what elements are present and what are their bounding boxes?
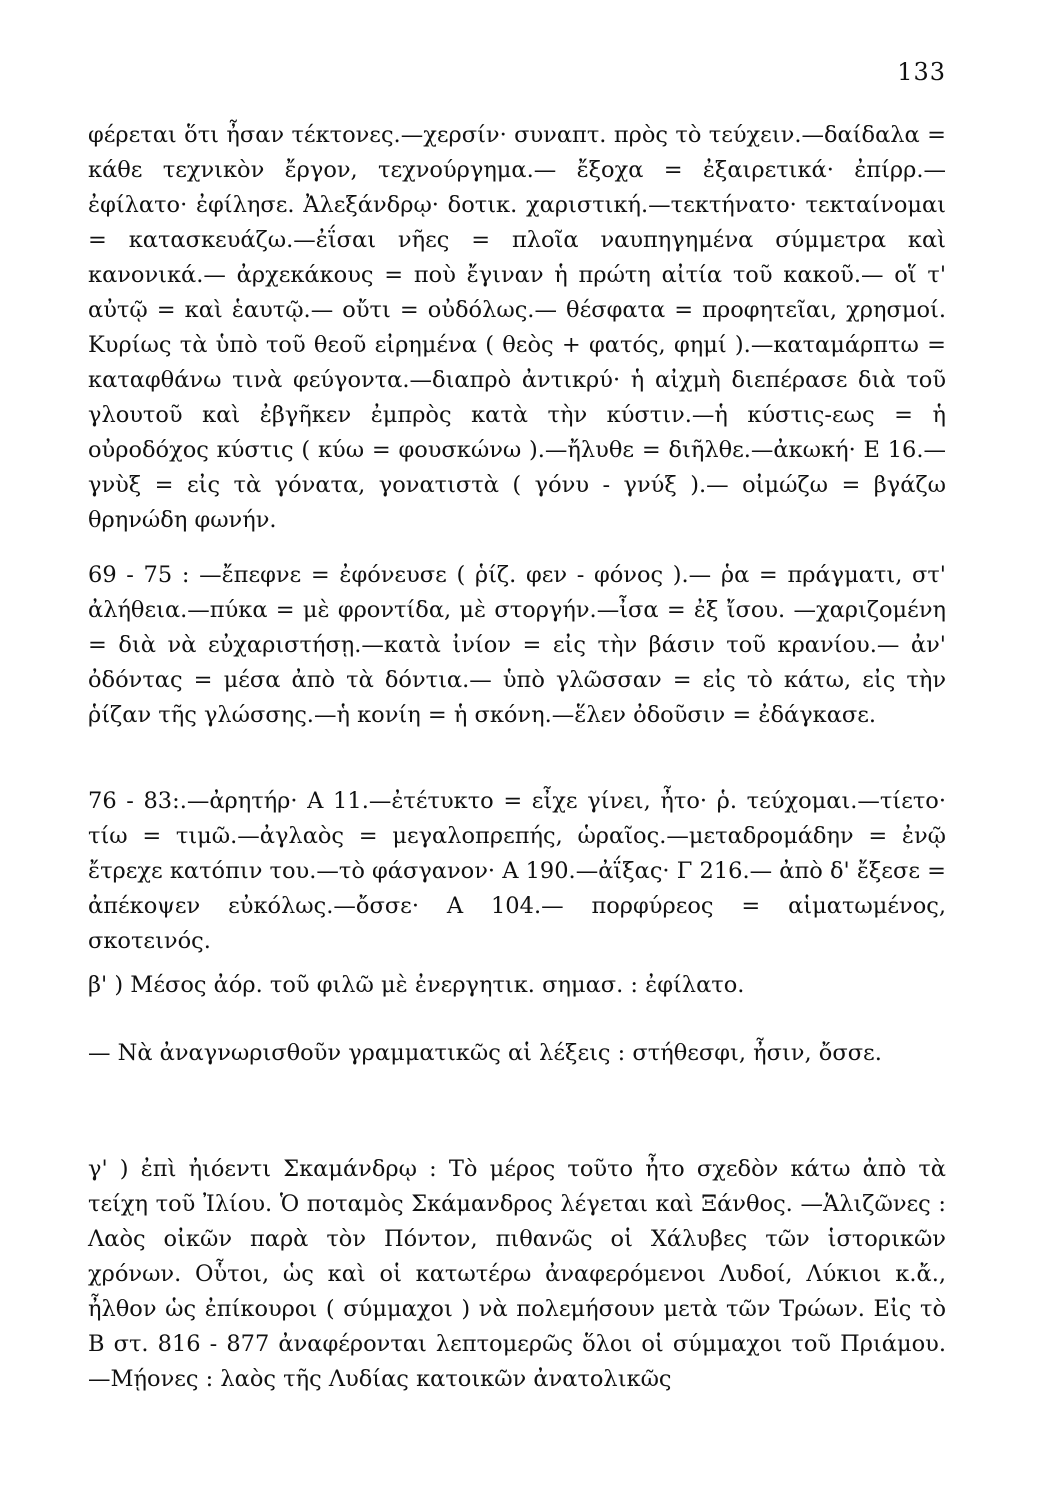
commentary-paragraph-2: 69 - 75 : —ἔπεφνε = ἐφόνευσε ( ῥίζ. φεν - φόνος ).— ῥα = πράγματι, στ' ἀλήθεια.—πύκα = μὲ φροντίδα, μὲ στοργήν.—ἶσα = ἐξ ἴσου. —χαριζομένη = διὰ νὰ εὐχαριστήσῃ.—κατὰ ἰνίον = εἰς τὴν βάσιν τοῦ κρανίου.— ἀν' ὀδόντας = μέσα ἀπὸ τὰ δόντια.— ὑπὸ γλῶσσαν = εἰς τὸ κάτω, εἰς τὴν ῥίζαν τῆς γλώσσης.—ἡ κονίη = ἡ σκόνη.—ἕλεν ὀδοῦσιν = ἐδάγκασε. bbox=[88, 562, 946, 728]
commentary-paragraph-4: β' ) Μέσος ἀόρ. τοῦ φιλῶ μὲ ἐνεργητικ. σημασ. : ἐφίλατο. bbox=[88, 972, 745, 998]
commentary-paragraph-6: γ' ) ἐπὶ ἠιόεντι Σκαμάνδρῳ : Τὸ μέρος τοῦτο ἦτο σχεδὸν κάτω ἀπὸ τὰ τείχη τοῦ Ἰλίου. Ὁ ποταμὸς Σκάμανδρος λέγεται καὶ Ξάνθος. —Ἁλιζῶνες : Λαὸς οἰκῶν παρὰ τὸν Πόντον, πιθανῶς οἱ Χάλυβες τῶν ἱστορικῶν χρόνων. Οὗτοι, ὡς καὶ οἱ κατωτέρω ἀναφερόμενοι Λυδοί, Λύκιοι κ.ἄ., ἦλθον ὡς ἐπίκουροι ( σύμμαχοι ) νὰ πολεμήσουν μετὰ τῶν Τρώων. Εἰς τὸ Β στ. 816 - 877 ἀναφέρονται λεπτομερῶς ὅλοι οἱ σύμμαχοι τοῦ Πριάμου.—Μῄονες : λαὸς τῆς Λυδίας κατοικῶν ἀνατολικῶς bbox=[88, 1156, 946, 1392]
commentary-paragraph-5: — Νὰ ἀναγνωρισθοῦν γραμματικῶς αἱ λέξεις : στήθεσφι, ἦσιν, ὄσσε. bbox=[88, 1040, 882, 1066]
commentary-paragraph-1: φέρεται ὅτι ἦσαν τέκτονες.—χερσίν· συναπτ. πρὸς τὸ τεύχειν.—δαίδαλα = κάθε τεχνικὸν ἔργον, τεχνούργημα.— ἔξοχα = ἐξαιρετικά· ἐπίρρ.—ἐφίλατο· ἐφίλησε. Ἀλεξάνδρῳ· δοτικ. χαριστική.—τεκτήνατο· τεκταίνομαι = κατασκευάζω.—ἐΐσαι νῆες = πλοῖα ναυπηγημένα σύμμετρα καὶ κανονικά.— ἀρχεκάκους = ποὺ ἔγιναν ἡ πρώτη αἰτία τοῦ κακοῦ.— οἵ τ' αὐτῷ = καὶ ἑαυτῷ.— οὔτι = οὐδόλως.— θέσφατα = προφητεῖαι, χρησμοί. Κυρίως τὰ ὑπὸ τοῦ θεοῦ εἰρημένα ( θεὸς + φατός, φημί ).—καταμάρπτω = καταφθάνω τινὰ φεύγοντα.—διαπρὸ ἀντικρύ· ἡ αἰχμὴ διεπέρασε διὰ τοῦ γλουτοῦ καὶ ἐβγῆκεν ἐμπρὸς κατὰ τὴν κύστιν.—ἡ κύστις-εως = ἡ οὐροδόχος κύστις ( κύω = φουσκώνω ).—ἤλυθε = διῆλθε.—ἀκωκή· Ε 16.—γνὺξ = εἰς τὰ γόνατα, γονατιστὰ ( γόνυ - γνύξ ).— οἰμώζω = βγάζω θρηνώδη φωνήν. bbox=[88, 122, 946, 533]
page-number: 133 bbox=[897, 58, 946, 86]
commentary-paragraph-3: 76 - 83:.—ἀρητήρ· Α 11.—ἐτέτυκτο = εἶχε γίνει, ἦτο· ῥ. τεύχομαι.—τίετο· τίω = τιμῶ.—ἀγλαὸς = μεγαλοπρεπής, ὡραῖος.—μεταδρομάδην = ἐνῷ ἔτρεχε κατόπιν του.—τὸ φάσγανον· Α 190.—ἀΐξας· Γ 216.— ἀπὸ δ' ἔξεσε = ἀπέκοψεν εὐκόλως.—ὄσσε· Α 104.— πορφύρεος = αἱματωμένος, σκοτεινός. bbox=[88, 788, 946, 954]
